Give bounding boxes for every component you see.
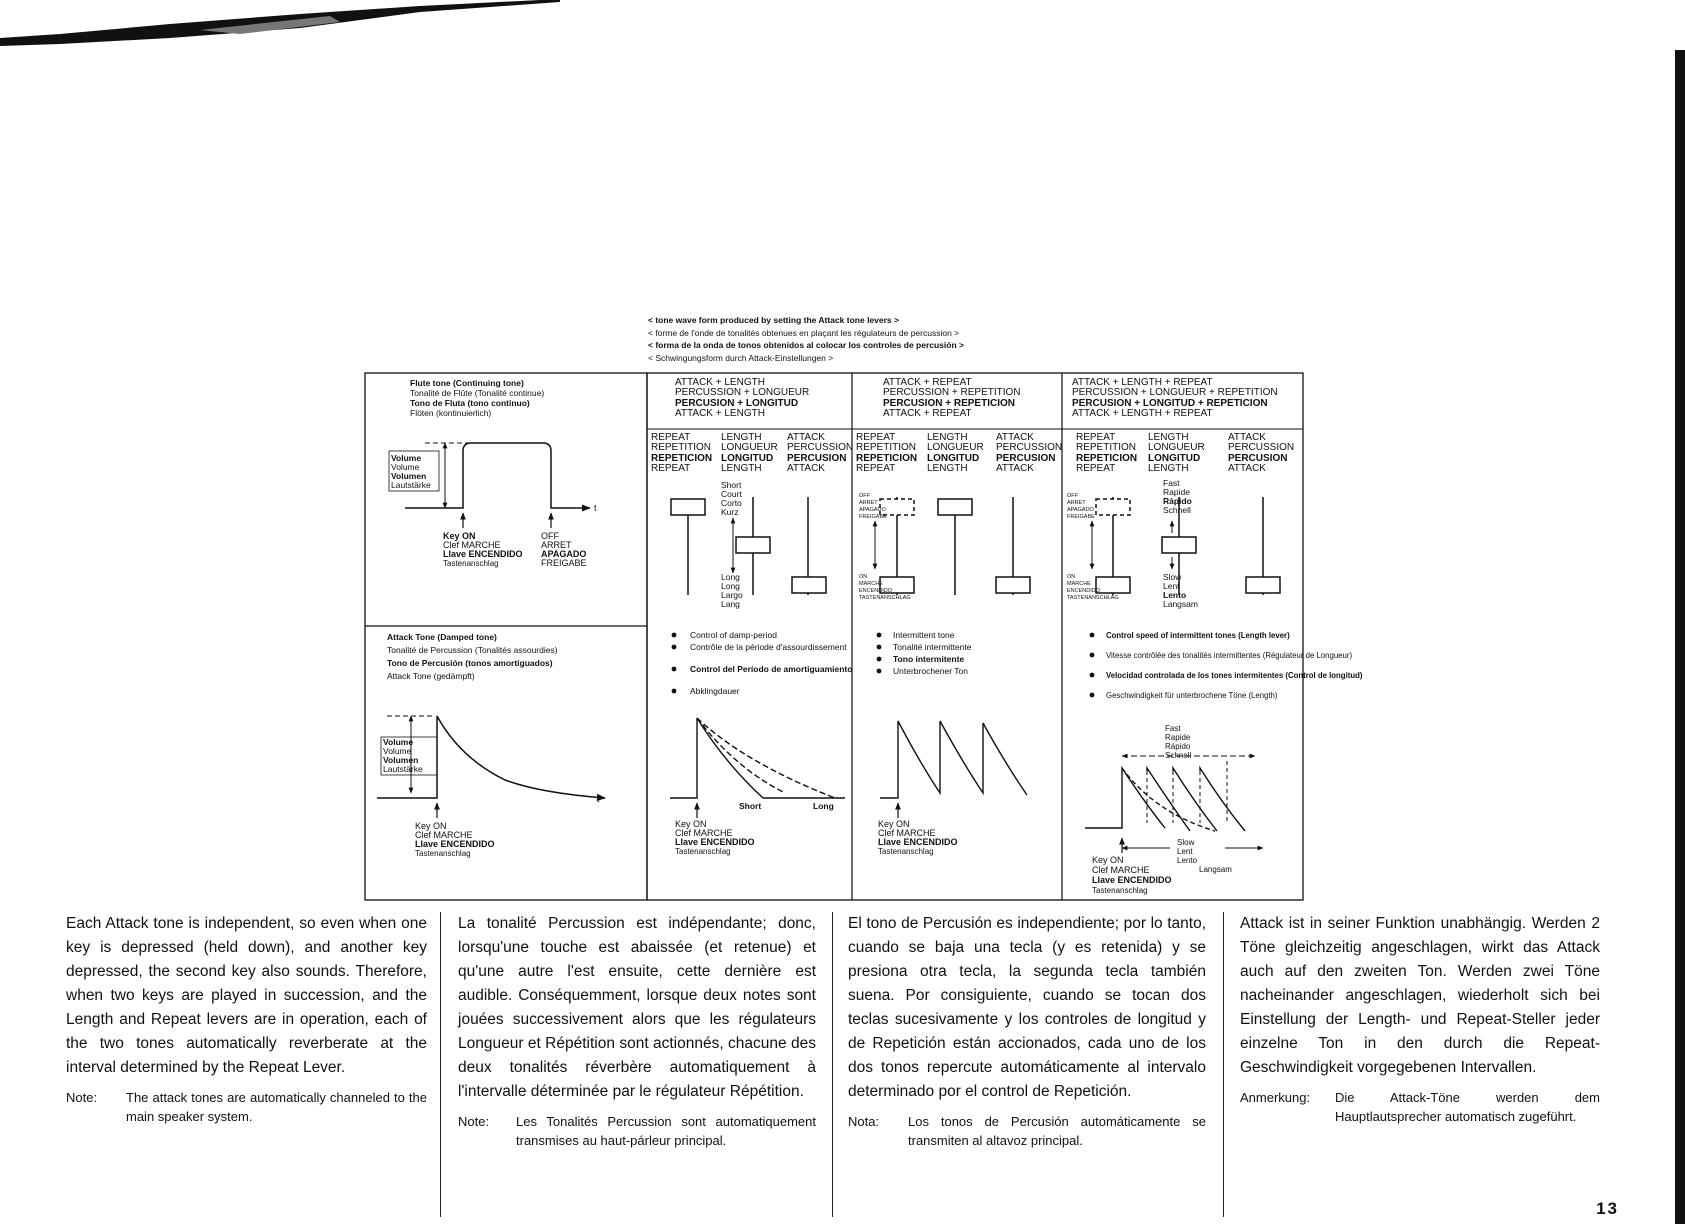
col1-label-attack-de: ATTACK <box>787 463 825 474</box>
attack-title-es: Tono de Percusión (tonos amortiguados) <box>387 658 553 668</box>
col2-bullet-en: Intermittent tone <box>893 630 955 640</box>
col3-label-percusion: PERCUSION <box>1228 453 1288 464</box>
col2-off-de: FREIGABE <box>859 514 887 520</box>
col3-on-de: TASTENANSCHLAG <box>1067 595 1119 601</box>
col2-label-repeticion: REPETICION <box>856 453 918 464</box>
note-label-de: Anmerkung: <box>1240 1090 1311 1105</box>
col3-label-repeticion: REPETICION <box>1076 453 1138 464</box>
binding-edge <box>1669 50 1685 1224</box>
figure-caption <box>648 314 964 364</box>
col1-label-percussion: PERCUSSION <box>787 442 854 453</box>
col1-levers <box>671 497 826 595</box>
attack-title-en: Attack Tone (Damped tone) <box>387 632 497 642</box>
col3-wave-slow-de: Langsam <box>1199 865 1232 874</box>
col3-wave-slow-en: Slow <box>1177 838 1195 847</box>
col2-off-fr: ARRET <box>859 500 878 506</box>
attack-volume-de: Lautstärke <box>383 764 423 774</box>
col2-label-repetition: REPETITION <box>856 442 917 453</box>
flute-volume-fr: Volume <box>391 462 420 472</box>
attack-keyon-en: Key ON <box>415 821 447 831</box>
col3-fast-de: Schnell <box>1163 505 1191 515</box>
col1-label-attack: ATTACK <box>787 432 825 443</box>
col3-slow-en: Slow <box>1163 572 1182 582</box>
col2-label-attack: ATTACK <box>996 432 1034 443</box>
page-number: 13 <box>1596 1199 1619 1218</box>
col2-label-length: LENGTH <box>927 432 968 443</box>
col3-keyon-es: Llave ENCENDIDO <box>1092 875 1172 885</box>
note-de <box>1240 1088 1600 1126</box>
flute-keyon-es: Llave ENCENDIDO <box>443 549 523 559</box>
col3-label-repeat: REPEAT <box>1076 432 1116 443</box>
col1-bullet-de: Abklingdauer <box>690 686 740 696</box>
col3-bullet-de: Geschwindigkeit für unterbrochene Töne (Length) <box>1106 691 1278 700</box>
flute-title-de: Flöten (kontinuierlich) <box>410 408 492 418</box>
text-column-en <box>66 912 427 1126</box>
col2-label-longueur: LONGUEUR <box>927 442 984 453</box>
note-text-fr: Les Tonalités Percussion sont automatiquement transmises au haut-párleur principal. <box>516 1114 816 1148</box>
col3-waveform <box>1085 768 1245 831</box>
col1-heading-es: PERCUSION + LONGITUD <box>675 398 799 409</box>
col3-label-percussion: PERCUSSION <box>1228 442 1295 453</box>
col2-off-en: OFF <box>859 493 870 499</box>
col1-long-fr: Long <box>721 581 740 591</box>
flute-keyon-fr: Clef MARCHE <box>443 540 501 550</box>
col1-short-es: Corto <box>721 498 742 508</box>
col2-bullet-de: Unterbrochener Ton <box>893 666 968 676</box>
col1-label-percusion: PERCUSION <box>787 453 847 464</box>
body-fr: La tonalité Percussion est indépendante; donc, lorsqu'une touche est abaissée (et retenue) et qu'une autre l'est ensuite, cette dernière est audible. Conséquemment, lorsque deux notes sont jouées successivement alors que les régulateurs Longueur et Répétition sont actionnés, chacune des deux tonalités réverbère automatiquement à l'intervalle déterminée par le régulateur Répétition. <box>458 915 816 1100</box>
col3-fast-fr: Rapide <box>1163 487 1190 497</box>
col2-heading-es: PERCUSION + REPETICION <box>883 398 1015 409</box>
col1-heading-de: ATTACK + LENGTH <box>675 408 765 419</box>
col3-slow-es: Lento <box>1163 590 1187 600</box>
attack-title-de: Attack Tone (gedämpft) <box>387 671 475 681</box>
col1-long-es: Largo <box>721 590 743 600</box>
note-text-en: The attack tones are automatically channeled to the main speaker system. <box>126 1090 427 1124</box>
col3-fast-es: Rápido <box>1163 496 1192 506</box>
col3-on-es: ENCENDIDO <box>1067 588 1101 594</box>
column-divider <box>1223 912 1224 1217</box>
flute-keyon-en: Key ON <box>443 531 476 541</box>
col3-off-fr: ARRET <box>1067 500 1086 506</box>
text-column-de <box>1240 912 1600 1126</box>
col3-keyon-en: Key ON <box>1092 855 1124 865</box>
col2-levers <box>880 497 1030 595</box>
column-divider <box>832 912 833 1217</box>
attack-keyon-fr: Clef MARCHE <box>415 830 473 840</box>
col3-label-longueur: LONGUEUR <box>1148 442 1205 453</box>
flute-off-es: APAGADO <box>541 549 587 559</box>
col2-bullet-es: Tono intermitente <box>893 654 965 664</box>
attack-volume-es: Volumen <box>383 755 419 765</box>
col3-off-en: OFF <box>1067 493 1078 499</box>
col3-fast-en: Fast <box>1163 478 1180 488</box>
col3-wave-slow-fr: Lent <box>1177 847 1193 856</box>
caption-de: < Schwingungsform durch Attack-Einstellungen > <box>648 352 834 363</box>
flute-waveform <box>405 443 590 508</box>
flute-keyon-de: Tastenanschlag <box>443 559 499 568</box>
note-es <box>848 1112 1206 1150</box>
col1-label-longueur: LONGUEUR <box>721 442 778 453</box>
note-fr <box>458 1112 816 1150</box>
col3-slow-fr: Lent <box>1163 581 1180 591</box>
body-es: El tono de Percusión es independiente; por lo tanto, cuando se baja una tecla (y es retenida) y se presiona otra tecla, la segunda tecla también suena. Por consiguiente, cuando se tocan dos teclas sucesivamente y los controles de longitud y de Repetición están accionados, cada uno de los dos tonos repercute automáticamente al intervalo determinado por el control de Repetición. <box>848 915 1206 1100</box>
col2-label-percusion: PERCUSION <box>996 453 1056 464</box>
col3-bullet-fr: Vitesse contrôlée des tonalités intermittentes (Régulateur de Longueur) <box>1106 651 1353 660</box>
col1-label-repetition: REPETITION <box>651 442 712 453</box>
col3-label-length-de: LENGTH <box>1148 463 1189 474</box>
flute-off-de: FREIGABE <box>541 558 587 568</box>
caption-en: < tone wave form produced by setting the Attack tone levers > <box>648 315 899 325</box>
caption-fr: < forme de l'onde de tonalités obtenues en plaçant les régulateurs de percussion > <box>648 327 960 338</box>
col3-keyon-de: Tastenanschlag <box>1092 886 1148 895</box>
note-label-es: Nota: <box>848 1114 880 1129</box>
column-divider <box>440 912 441 1217</box>
col3-on-fr: MARCHE <box>1067 581 1091 587</box>
col3-wave-fast-fr: Rapide <box>1165 733 1191 742</box>
col3-label-attack-de: ATTACK <box>1228 463 1266 474</box>
col1-keyon-es: Llave ENCENDIDO <box>675 837 755 847</box>
col2-keyon-en: Key ON <box>878 819 910 829</box>
body-de: Attack ist in seiner Funktion unabhängig. Werden 2 Töne gleichzeitig angeschlagen, wirkt das Attack auch auf den zweiten Ton. Werden zwei Töne nacheinander angeschlagen, wiederholt sich bei Einstellung der Length- und Repeat-Steller jeder einzelne Ton in den durch die Repeat-Geschwindigkeit vorgegebenen Intervallen. <box>1240 915 1600 1076</box>
col2-on-fr: MARCHE <box>859 581 883 587</box>
col3-on-en: ON <box>1067 574 1076 580</box>
body-en: Each Attack tone is independent, so even when one key is depressed (held down), and another key depressed, the second key also sounds. Therefore, when two keys are played in succession, and the Length and Repeat levers are in operation, each of the two tones automatically reverberate at the interval determined by the Repeat Lever. <box>66 915 427 1076</box>
col3-wave-slow-es: Lento <box>1177 856 1198 865</box>
attack-volume-en: Volume <box>383 737 414 747</box>
flute-t-label: t <box>594 503 597 513</box>
col1-short-en: Short <box>721 480 742 490</box>
flute-off-fr: ARRET <box>541 540 572 550</box>
col1-waveform <box>670 718 845 798</box>
text-column-es <box>848 912 1206 1150</box>
note-label-fr: Note: <box>458 1114 490 1129</box>
col1-keyon-en: Key ON <box>675 819 707 829</box>
col2-keyon-es: Llave ENCENDIDO <box>878 837 958 847</box>
flute-off-en: OFF <box>541 531 559 541</box>
col3-bullet-es: Velocidad controlada de los tones intermitentes (Control de longitud) <box>1106 671 1363 680</box>
col2-heading-en: ATTACK + REPEAT <box>883 377 972 388</box>
col2-waveform <box>880 721 1027 798</box>
col3-heading-en: ATTACK + LENGTH + REPEAT <box>1072 377 1213 388</box>
col3-bullet-en: Control speed of intermittent tones (Length lever) <box>1106 631 1290 640</box>
col1-label-length: LENGTH <box>721 432 762 443</box>
col2-label-percussion: PERCUSSION <box>996 442 1063 453</box>
col3-keyon-fr: Clef MARCHE <box>1092 865 1150 875</box>
note-en <box>66 1088 427 1126</box>
col2-label-length-de: LENGTH <box>927 463 968 474</box>
col3-heading-es: PERCUSION + LONGITUD + REPETICION <box>1072 398 1268 409</box>
col3-heading-fr: PERCUSSION + LONGUEUR + REPETITION <box>1072 387 1278 398</box>
col3-slow-de: Langsam <box>1163 599 1198 609</box>
col3-wave-fast-es: Rápido <box>1165 742 1191 751</box>
col3-label-repeat-de: REPEAT <box>1076 463 1116 474</box>
note-text-de: Die Attack-Töne werden dem Hauptlautsprecher automatisch zugeführt. <box>1335 1090 1600 1124</box>
col1-wave-long: Long <box>813 801 834 811</box>
col2-heading-fr: PERCUSSION + REPETITION <box>883 387 1021 398</box>
col2-label-longitud: LONGITUD <box>927 453 980 464</box>
flute-volume-es: Volumen <box>391 471 427 481</box>
attack-title-fr: Tonalité de Percussion (Tonalités assourdies) <box>387 645 558 655</box>
col1-keyon-de: Tastenanschlag <box>675 847 731 856</box>
col3-heading-de: ATTACK + LENGTH + REPEAT <box>1072 408 1213 419</box>
col2-on-de: TASTENANSCHLAG <box>859 595 911 601</box>
col1-long-en: Long <box>721 572 740 582</box>
col3-label-length: LENGTH <box>1148 432 1189 443</box>
col1-bullet-en: Control of damp-period <box>690 630 777 640</box>
flute-volume-en: Volume <box>391 453 422 463</box>
col1-label-repeticion: REPETICION <box>651 453 713 464</box>
col1-bullet-es: Control del Período de amortiguamiento <box>690 664 853 674</box>
caption-es: < forma de la onda de tonos obtenidos al colocar los controles de percusión > <box>648 340 964 350</box>
col3-off-es: APAGADO <box>1067 507 1094 513</box>
col3-label-repetition: REPETITION <box>1076 442 1137 453</box>
col2-label-attack-de: ATTACK <box>996 463 1034 474</box>
col1-short-de: Kurz <box>721 507 739 517</box>
note-text-es: Los tonos de Percusión automáticamente se transmiten al altavoz principal. <box>908 1114 1206 1148</box>
col2-keyon-de: Tastenanschlag <box>878 847 934 856</box>
attack-keyon-es: Llave ENCENDIDO <box>415 839 495 849</box>
col1-short-fr: Court <box>721 489 742 499</box>
scan-edge-shadow <box>0 0 560 46</box>
col1-bullet-fr: Contrôle de la période d'assourdissement <box>690 642 847 652</box>
col1-label-length-de: LENGTH <box>721 463 762 474</box>
flute-title-fr: Tonalité de Flûte (Tonalité continue) <box>410 388 545 398</box>
col3-wave-fast-en: Fast <box>1165 724 1181 733</box>
col1-long-de: Lang <box>721 599 740 609</box>
attack-t-label: t <box>597 794 600 804</box>
col2-label-repeat-de: REPEAT <box>856 463 896 474</box>
col1-heading-en: ATTACK + LENGTH <box>675 377 765 388</box>
col1-wave-short: Short <box>739 801 762 811</box>
col2-heading-de: ATTACK + REPEAT <box>883 408 972 419</box>
attack-keyon-de: Tastenanschlag <box>415 849 471 858</box>
col3-label-attack: ATTACK <box>1228 432 1266 443</box>
flute-title-es: Tono de Fluta (tono continuo) <box>410 398 530 408</box>
col1-heading-fr: PERCUSSION + LONGUEUR <box>675 387 810 398</box>
col1-label-repeat-de: REPEAT <box>651 463 691 474</box>
attack-volume-fr: Volume <box>383 746 412 756</box>
col1-keyon-fr: Clef MARCHE <box>675 828 733 838</box>
col2-keyon-fr: Clef MARCHE <box>878 828 936 838</box>
col1-label-repeat: REPEAT <box>651 432 691 443</box>
col3-label-longitud: LONGITUD <box>1148 453 1201 464</box>
col3-wave-fast-de: Schnell <box>1165 751 1192 760</box>
col2-off-es: APAGADO <box>859 507 886 513</box>
col2-bullet-fr: Tonalité intermittente <box>893 642 972 652</box>
text-column-fr <box>458 912 816 1150</box>
flute-volume-de: Lautstärke <box>391 480 431 490</box>
col2-on-en: ON <box>859 574 868 580</box>
col2-on-es: ENCENDIDO <box>859 588 893 594</box>
flute-title-en: Flute tone (Continuing tone) <box>410 378 524 388</box>
note-label-en: Note: <box>66 1090 98 1105</box>
col3-off-de: FREIGABE <box>1067 514 1095 520</box>
waveform-figure <box>365 373 1363 900</box>
col1-label-longitud: LONGITUD <box>721 453 774 464</box>
col2-label-repeat: REPEAT <box>856 432 896 443</box>
